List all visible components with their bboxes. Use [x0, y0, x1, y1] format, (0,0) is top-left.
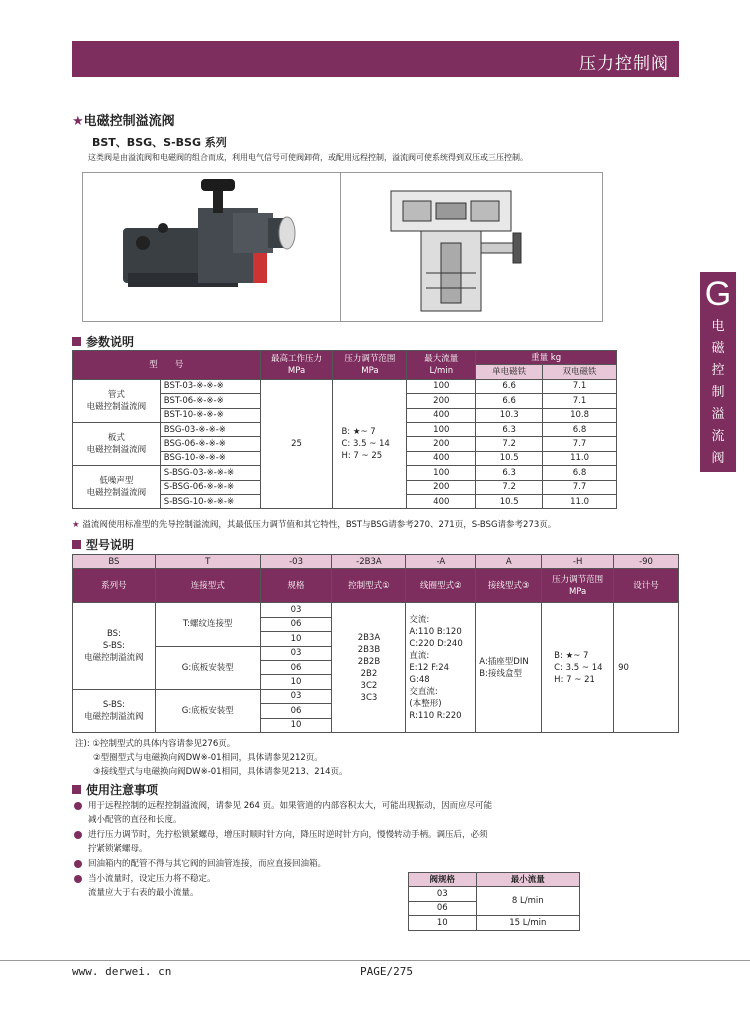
size-cell: 10: [260, 675, 332, 689]
size-cell: 03: [260, 603, 332, 617]
coil-types: 交流: A:110 B:120 C:220 D:240 直流: E:12 F:24 G:48 交直流: (本整形) R:110 R:220: [406, 603, 476, 733]
usage-heading: 使用注意事项: [72, 781, 158, 798]
footer-url: www. derwei. cn: [72, 965, 172, 978]
model-code-table: [72, 554, 679, 733]
code-part: -H: [542, 555, 614, 569]
model-notes: [75, 737, 348, 779]
code-label: 连接型式: [155, 569, 260, 603]
weight-single-cell: 10.5: [476, 451, 543, 465]
flow-cell: 100: [407, 422, 476, 436]
col-model: 型 号: [73, 351, 261, 380]
model-cell: BSG-10-※-※-※: [160, 451, 260, 465]
bullet-icon: [74, 875, 82, 883]
size-cell: 03: [260, 689, 332, 703]
code-part: BS: [73, 555, 156, 569]
section-description: 这类阀是由溢流阀和电磁阀的组合而成，利用电气信号可使阀卸荷，或配用远程控制，溢流阀可使系统得到双压或三压控制。: [88, 153, 528, 162]
code-part: -03: [260, 555, 332, 569]
code-part: -A: [406, 555, 476, 569]
col-min-flow: 最小流量: [476, 873, 579, 887]
star-icon: ★: [72, 520, 83, 530]
model-cell: BST-03-※-※-※: [160, 379, 260, 393]
range-value: B: ★~ 7 C: 3.5 ~ 14 H: 7 ~ 25: [333, 379, 407, 509]
series-desc: BS: S-BS: 电磁控制溢流阀: [73, 603, 156, 689]
code-label: 压力调节范围 MPa: [542, 569, 614, 603]
footer-divider: [0, 960, 750, 961]
bullet-icon: [74, 831, 82, 839]
usage-item: 当小流量时，设定压力将不稳定。 流量应大于右表的最小流量。: [74, 872, 374, 900]
flow-cell: 8 L/min: [476, 887, 579, 916]
max-pressure-value: 25: [260, 379, 333, 509]
model-cell: S-BSG-06-※-※-※: [160, 480, 260, 494]
weight-single-cell: 6.3: [476, 466, 543, 480]
model-note: ③接线型式与电磁换向阀DW※-01相同，具体请参见213、214页。: [93, 767, 348, 777]
section-title: ★电磁控制溢流阀: [72, 114, 175, 129]
weight-double-cell: 7.7: [543, 437, 617, 451]
code-part: A: [476, 555, 542, 569]
group-type: 管式 电磁控制溢流阀: [73, 379, 161, 422]
bullet-icon: [74, 860, 82, 868]
weight-double-cell: 11.0: [543, 494, 617, 508]
size-cell: 10: [260, 718, 332, 732]
col-flow: 最大流量 L/min: [407, 351, 476, 380]
usage-item: 进行压力调节时，先拧松锁紧螺母，增压时顺时针方向，降压时逆时针方向，慢慢转动手柄。调压后，必须拧紧锁紧螺母。: [74, 828, 494, 856]
size-cell: 06: [409, 901, 477, 915]
flow-cell: 200: [407, 437, 476, 451]
conn-type: T:螺纹连接型: [155, 603, 260, 646]
col-weight: 重量 kg: [476, 351, 617, 365]
side-section-tab: [700, 272, 736, 472]
code-part: -90: [614, 555, 679, 569]
model-note: ②型圈型式与电磁换向阀DW※-01相同，具体请参见212页。: [93, 753, 323, 763]
size-cell: 10: [409, 916, 477, 930]
flow-cell: 100: [407, 379, 476, 393]
weight-single-cell: 10.3: [476, 408, 543, 422]
model-cell: BST-06-※-※-※: [160, 394, 260, 408]
parameter-table: [72, 350, 617, 509]
conn-type: G:底板安装型: [155, 646, 260, 689]
code-label: 设计号: [614, 569, 679, 603]
weight-double-cell: 10.8: [543, 408, 617, 422]
model-cell: BSG-03-※-※-※: [160, 422, 260, 436]
star-icon: ★: [72, 114, 84, 129]
weight-double-cell: 7.7: [543, 480, 617, 494]
col-range: 压力调节范围 MPa: [333, 351, 407, 380]
params-heading: 参数说明: [72, 333, 134, 350]
conn-type: G:底板安装型: [155, 689, 260, 732]
col-valve-size: 阀规格: [409, 873, 477, 887]
flow-cell: 400: [407, 451, 476, 465]
weight-single-cell: 6.3: [476, 422, 543, 436]
model-heading: 型号说明: [72, 536, 134, 553]
design-number: 90: [614, 603, 679, 733]
weight-double-cell: 6.8: [543, 466, 617, 480]
section-marker-icon: [72, 337, 81, 346]
model-cell: S-BSG-03-※-※-※: [160, 466, 260, 480]
code-label: 线圈型式②: [406, 569, 476, 603]
code-part: T: [155, 555, 260, 569]
code-label: 接线型式③: [476, 569, 542, 603]
flow-cell: 15 L/min: [476, 916, 579, 930]
code-part: -2B3A: [332, 555, 406, 569]
size-cell: 06: [260, 704, 332, 718]
col-double: 双电磁铁: [543, 365, 617, 379]
section-marker-icon: [72, 785, 81, 794]
section-marker-icon: [72, 540, 81, 549]
weight-single-cell: 7.2: [476, 437, 543, 451]
flow-cell: 200: [407, 394, 476, 408]
size-cell: 03: [260, 646, 332, 660]
usage-item: 回油箱内的配管不得与其它阀的回油管连接，而应直接回油箱。: [74, 857, 494, 871]
size-cell: 03: [409, 887, 477, 901]
weight-double-cell: 11.0: [543, 451, 617, 465]
flow-cell: 400: [407, 408, 476, 422]
model-cell: BSG-06-※-※-※: [160, 437, 260, 451]
weight-double-cell: 7.1: [543, 379, 617, 393]
model-cell: S-BSG-10-※-※-※: [160, 494, 260, 508]
page-number: PAGE/275: [360, 965, 413, 978]
side-tab-text: 电磁控制溢流阀: [711, 319, 725, 466]
params-note: ★ 溢流阀使用标准型的先导控制溢流阀，其最低压力调节值和其它特性，BST与BSG请参考270、271页，S-BSG请参考273页。: [72, 520, 557, 530]
model-cell: BST-10-※-※-※: [160, 408, 260, 422]
bullet-icon: [74, 802, 82, 810]
valve-section-drawing: [340, 172, 603, 322]
usage-item: 用于远程控制的远程控制溢流阀，请参见 264 页。如果管道的内部容积太大，可能出现振动，因而应尽可能减小配管的直径和长度。: [74, 799, 494, 827]
series-desc: S-BS: 电磁控制溢流阀: [73, 689, 156, 732]
size-cell: 10: [260, 632, 332, 646]
code-label: 规格: [260, 569, 332, 603]
flow-cell: 400: [407, 494, 476, 508]
col-single: 单电磁铁: [476, 365, 543, 379]
col-max-pressure: 最高工作压力 MPa: [260, 351, 333, 380]
weight-single-cell: 7.2: [476, 480, 543, 494]
size-cell: 06: [260, 660, 332, 674]
flow-cell: 100: [407, 466, 476, 480]
group-type: 低噪声型 电磁控制溢流阀: [73, 466, 161, 509]
side-tab-letter: G: [704, 275, 732, 313]
code-label: 系列号: [73, 569, 156, 603]
page-category-title: 压力控制阀: [579, 54, 669, 74]
series-name: BST、BSG、S-BSG 系列: [92, 136, 227, 149]
weight-double-cell: 7.1: [543, 394, 617, 408]
header-band: [72, 41, 679, 77]
weight-single-cell: 6.6: [476, 379, 543, 393]
pressure-range: B: ★~ 7 C: 3.5 ~ 14 H: 7 ~ 21: [542, 603, 614, 733]
size-cell: 06: [260, 617, 332, 631]
wiring-types: A:插座型DIN B:接线盒型: [476, 603, 542, 733]
weight-double-cell: 6.8: [543, 422, 617, 436]
weight-single-cell: 10.5: [476, 494, 543, 508]
weight-single-cell: 6.6: [476, 394, 543, 408]
model-note: 注): ①控制型式的具体内容请参见276页。: [75, 739, 236, 749]
control-types: 2B3A 2B3B 2B2B 2B2 3C2 3C3: [332, 603, 406, 733]
valve-photo: [82, 172, 345, 322]
flow-cell: 200: [407, 480, 476, 494]
code-label: 控制型式①: [332, 569, 406, 603]
min-flow-table: [408, 872, 580, 931]
group-type: 板式 电磁控制溢流阀: [73, 422, 161, 465]
